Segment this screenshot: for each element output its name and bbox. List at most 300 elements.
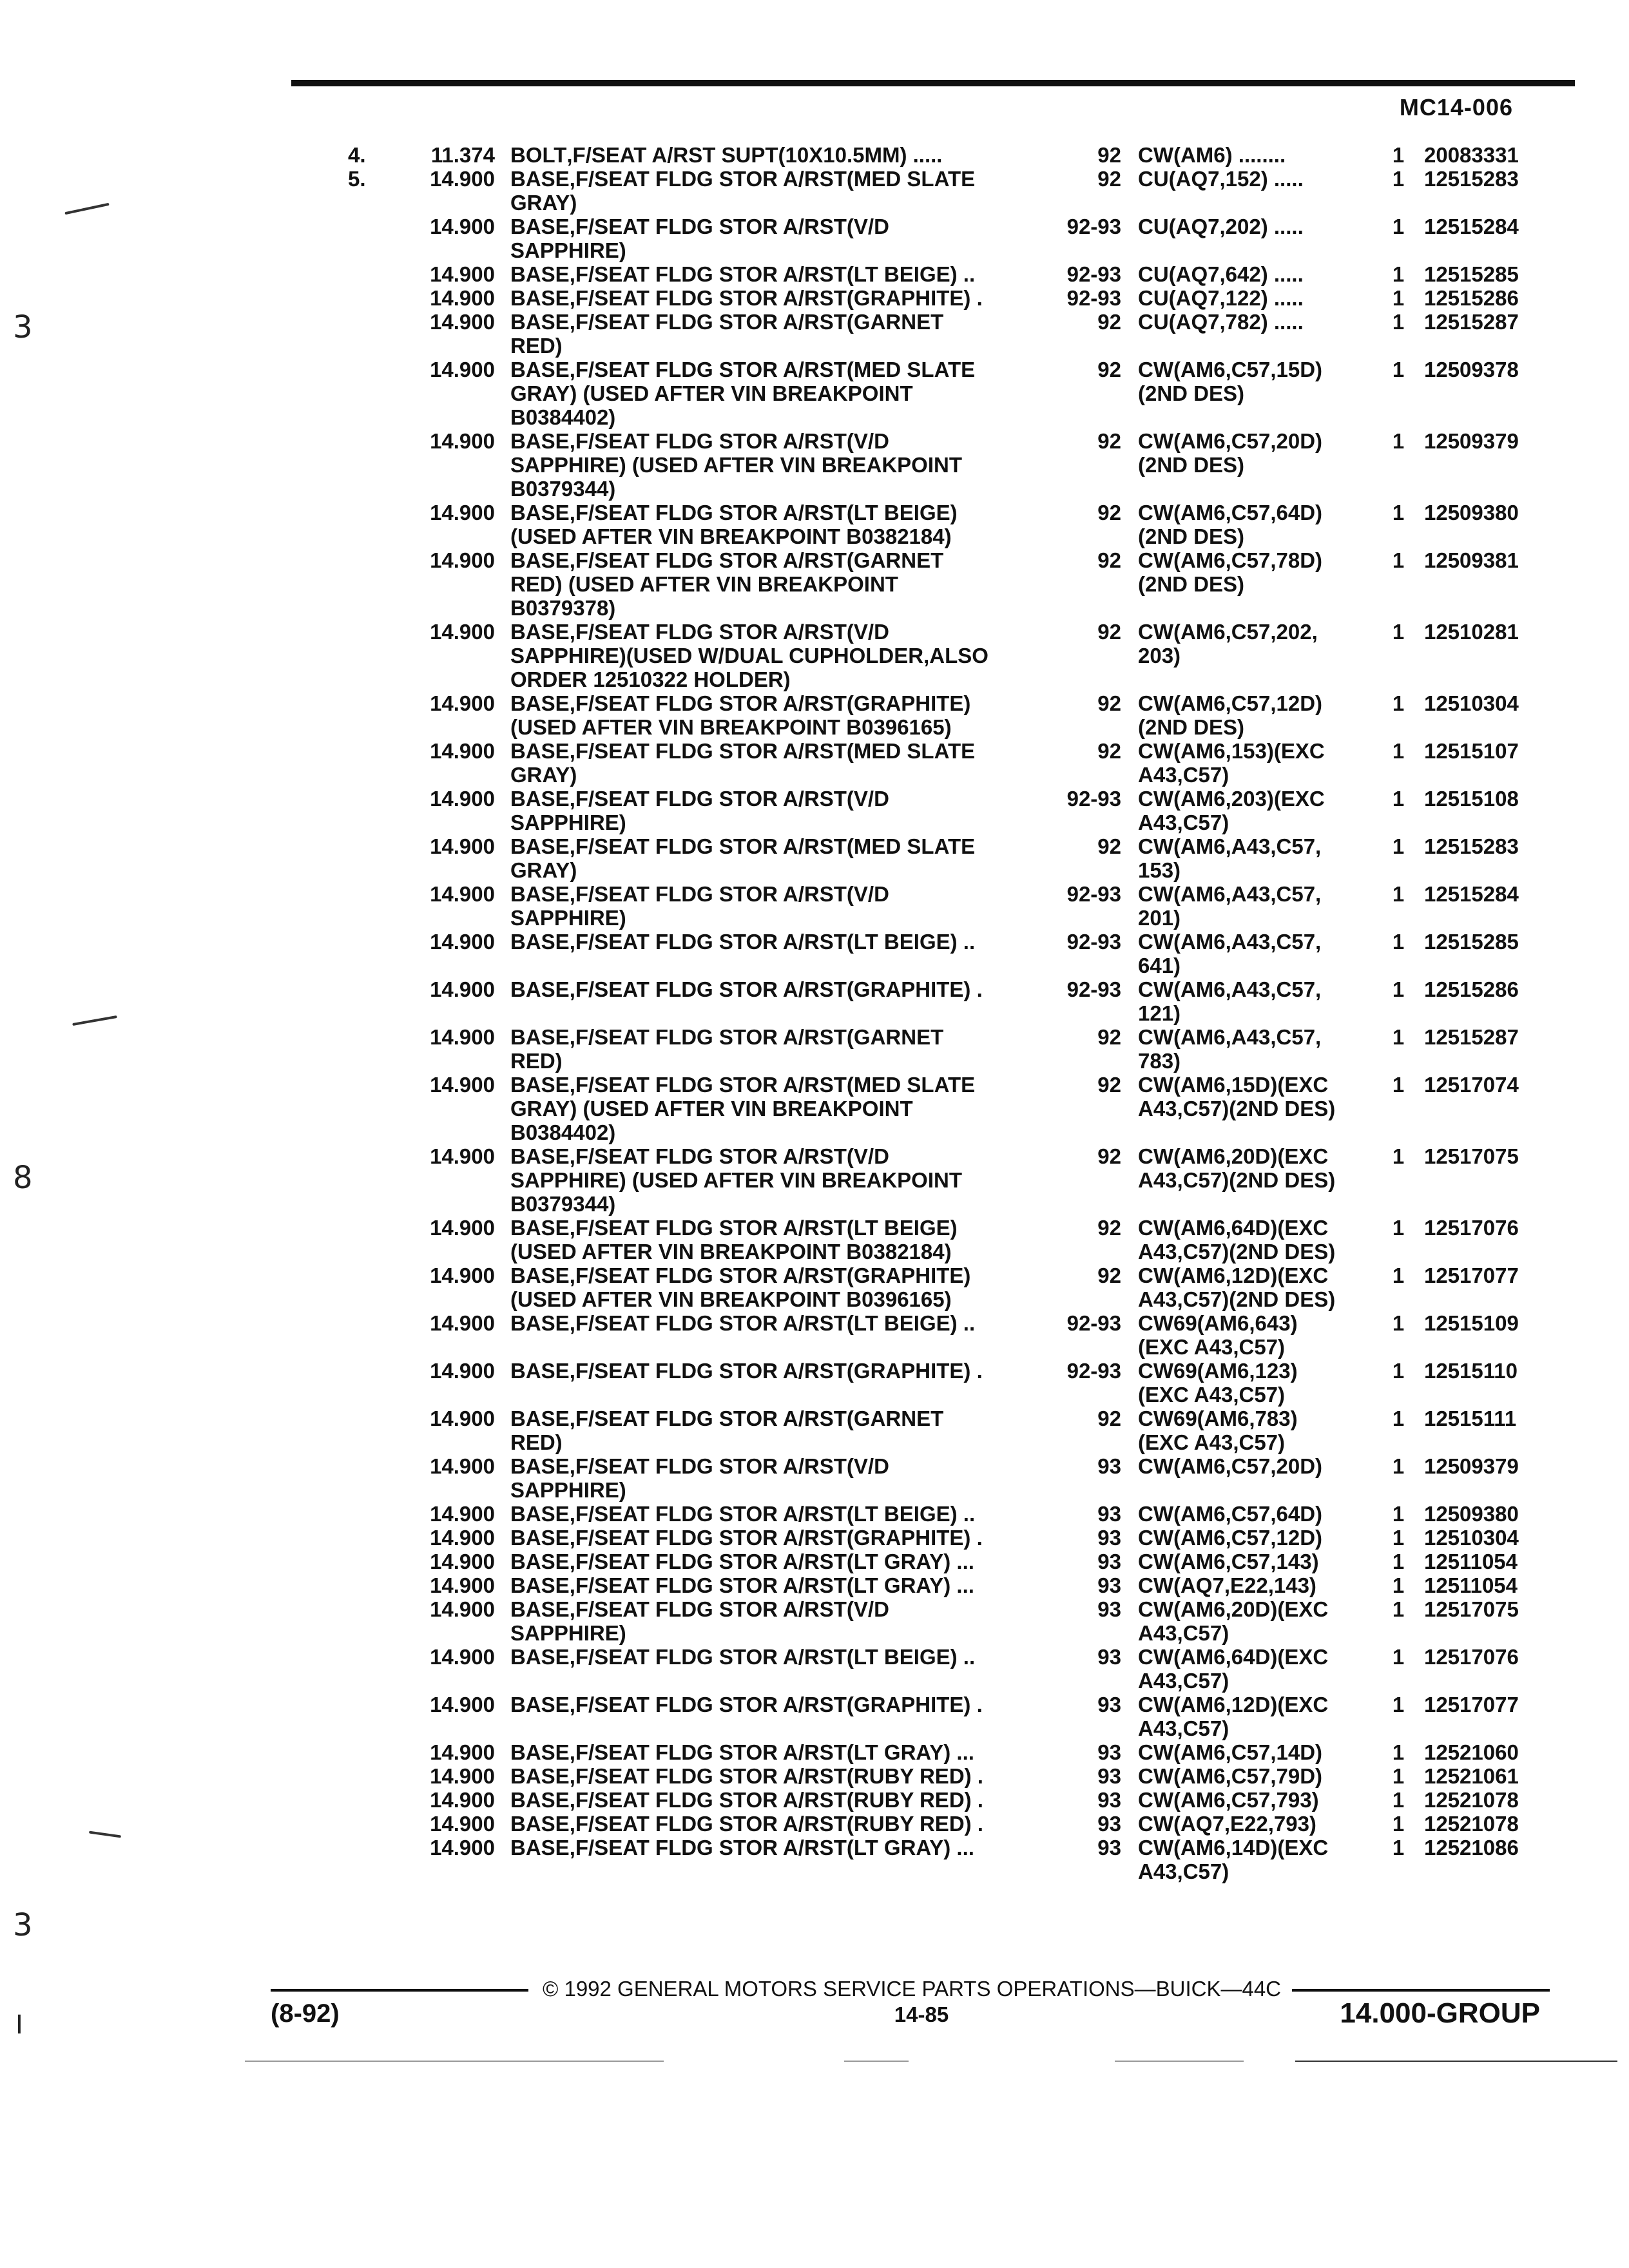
part-description-text: ,F/SEAT FLDG STOR A/RST(LT BEIGE) ..: [569, 930, 976, 954]
part-name: BASE: [510, 1740, 570, 1764]
parts-row: [0, 1740, 1629, 1764]
quantity: 1: [1392, 310, 1405, 334]
group-number: 14.900: [430, 834, 495, 858]
group-number: 14.900: [430, 286, 495, 310]
usage-code: [1138, 1573, 1383, 1597]
model-years: 92: [1097, 1144, 1121, 1168]
part-description-text: ,F/SEAT FLDG STOR A/RST(V/D: [569, 882, 889, 906]
group-number: 14.900: [430, 1645, 495, 1669]
part-name: BASE: [510, 1550, 570, 1573]
usage-line: CW(AM6,12D)(EXC: [1138, 1693, 1329, 1716]
part-number: 12521078: [1424, 1788, 1519, 1812]
usage-code: [1138, 143, 1383, 167]
description-continuation: B0379344): [510, 477, 616, 501]
part-description: [510, 787, 1026, 834]
usage-line: (2ND DES): [1138, 453, 1245, 477]
quantity: 1: [1392, 1693, 1405, 1716]
group-number: 14.900: [430, 1144, 495, 1168]
description-continuation: B0379344): [510, 1192, 616, 1216]
group-number: 14.900: [430, 1264, 495, 1287]
group-number: 14.900: [430, 1359, 495, 1383]
usage-code: [1138, 977, 1383, 1025]
part-description: [510, 739, 1026, 787]
part-description-text: ,F/SEAT FLDG STOR A/RST(GARNET: [569, 1025, 944, 1049]
usage-line: CW(AM6,203)(EXC: [1138, 787, 1325, 811]
description-continuation: SAPPHIRE): [510, 1478, 626, 1502]
part-description: [510, 834, 1026, 882]
model-years: 92: [1097, 1073, 1121, 1097]
part-name: BASE: [510, 1311, 570, 1335]
parts-row: [0, 1788, 1629, 1812]
description-continuation: SAPPHIRE): [510, 906, 626, 930]
usage-code: [1138, 930, 1383, 977]
parts-row: [0, 143, 1629, 167]
group-number: 14.900: [430, 1812, 495, 1836]
description-continuation: (USED AFTER VIN BREAKPOINT B0382184): [510, 524, 952, 548]
description-continuation: RED): [510, 1430, 563, 1454]
part-description: [510, 930, 1026, 954]
part-number: 12515284: [1424, 215, 1519, 238]
margin-mark: 3: [13, 1907, 33, 1943]
group-number: 14.900: [430, 1526, 495, 1550]
part-description-text: ,F/SEAT FLDG STOR A/RST(GRAPHITE): [569, 691, 971, 715]
part-description-text: ,F/SEAT FLDG STOR A/RST(LT BEIGE) ..: [569, 262, 976, 286]
parts-row: [0, 1550, 1629, 1573]
model-years: 92-93: [1066, 882, 1121, 906]
part-description: [510, 1573, 1026, 1597]
group-number: 14.900: [430, 882, 495, 906]
parts-row: [0, 1264, 1629, 1311]
usage-code: [1138, 1836, 1383, 1883]
part-description-text: ,F/SEAT FLDG STOR A/RST(LT BEIGE) ..: [569, 1645, 976, 1669]
part-description: [510, 1359, 1026, 1383]
description-continuation: SAPPHIRE): [510, 238, 626, 262]
model-years: 92: [1097, 429, 1121, 453]
part-name: BASE: [510, 501, 570, 524]
copyright-notice: © 1992 GENERAL MOTORS SERVICE PARTS OPERATIONS—BUICK—44C: [542, 1977, 1282, 2001]
usage-code: [1138, 1025, 1383, 1073]
model-years: 92: [1097, 691, 1121, 715]
usage-line: CW(AM6) ........: [1138, 143, 1286, 167]
part-name: BASE: [510, 1597, 570, 1621]
usage-line: A43,C57): [1138, 763, 1229, 787]
quantity: 1: [1392, 1526, 1405, 1550]
part-name: BASE: [510, 167, 570, 191]
part-description-text: ,F/SEAT FLDG STOR A/RST(RUBY RED) .: [569, 1764, 983, 1788]
part-description: [510, 262, 1026, 286]
part-description: [510, 501, 1026, 548]
part-name: BASE: [510, 1788, 570, 1812]
parts-row: [0, 882, 1629, 930]
scan-edge-line: [844, 2061, 909, 2062]
catalog-code: MC14-006: [1399, 94, 1513, 120]
description-continuation: (USED AFTER VIN BREAKPOINT B0396165): [510, 1287, 952, 1311]
usage-line: CU(AQ7,152) .....: [1138, 167, 1304, 191]
part-number: 12511054: [1424, 1573, 1518, 1597]
usage-line: 641): [1138, 954, 1181, 977]
part-description-text: ,F/SEAT FLDG STOR A/RST(V/D: [569, 1454, 889, 1478]
model-years: 93: [1097, 1502, 1121, 1526]
part-number: 20083331: [1424, 143, 1519, 167]
quantity: 1: [1392, 262, 1405, 286]
usage-line: A43,C57)(2ND DES): [1138, 1240, 1336, 1264]
part-name: BASE: [510, 977, 570, 1001]
parts-row: [0, 691, 1629, 739]
part-number: 12521060: [1424, 1740, 1519, 1764]
part-name: BASE: [510, 1216, 570, 1240]
part-name: BASE: [510, 1573, 570, 1597]
quantity: 1: [1392, 167, 1405, 191]
quantity: 1: [1392, 358, 1405, 381]
usage-line: (2ND DES): [1138, 572, 1245, 596]
quantity: 1: [1392, 1812, 1405, 1836]
usage-line: A43,C57)(2ND DES): [1138, 1097, 1336, 1120]
part-number: 12517076: [1424, 1645, 1519, 1669]
part-description-text: ,F/SEAT FLDG STOR A/RST(LT BEIGE) ..: [569, 1502, 976, 1526]
description-continuation: SAPPHIRE) (USED AFTER VIN BREAKPOINT: [510, 1168, 962, 1192]
description-continuation: RED): [510, 334, 563, 358]
usage-code: [1138, 167, 1383, 191]
part-description: [510, 1645, 1026, 1669]
usage-line: 203): [1138, 644, 1181, 668]
quantity: 1: [1392, 1502, 1405, 1526]
model-years: 92: [1097, 1025, 1121, 1049]
part-number: 12515285: [1424, 930, 1519, 954]
quantity: 1: [1392, 1073, 1405, 1097]
part-description: [510, 1144, 1026, 1216]
part-description: [510, 1693, 1026, 1716]
group-number: 14.900: [430, 620, 495, 644]
model-years: 92-93: [1066, 1311, 1121, 1335]
parts-row: [0, 1359, 1629, 1407]
parts-row: [0, 1216, 1629, 1264]
usage-line: CW(AM6,15D)(EXC: [1138, 1073, 1329, 1097]
model-years: 93: [1097, 1740, 1121, 1764]
part-name: BASE: [510, 1836, 570, 1860]
part-name: BASE: [510, 310, 570, 334]
usage-line: (EXC A43,C57): [1138, 1335, 1286, 1359]
margin-mark: 8: [13, 1160, 33, 1196]
quantity: 1: [1392, 1025, 1405, 1049]
usage-line: CW(AM6,A43,C57,: [1138, 882, 1322, 906]
usage-code: [1138, 262, 1383, 286]
model-years: 92: [1097, 620, 1121, 644]
part-number: 12521078: [1424, 1812, 1519, 1836]
usage-line: CW(AM6,A43,C57,: [1138, 977, 1322, 1001]
quantity: 1: [1392, 834, 1405, 858]
description-continuation: GRAY): [510, 191, 577, 215]
part-name: BASE: [510, 1025, 570, 1049]
margin-mark: 3: [13, 309, 33, 345]
group-number: 14.900: [430, 977, 495, 1001]
model-years: 92: [1097, 501, 1121, 524]
usage-code: [1138, 501, 1383, 548]
parts-row: [0, 620, 1629, 691]
description-continuation: SAPPHIRE) (USED AFTER VIN BREAKPOINT: [510, 453, 962, 477]
part-description-text: ,F/SEAT FLDG STOR A/RST(MED SLATE: [569, 739, 976, 763]
description-continuation: SAPPHIRE): [510, 811, 626, 834]
part-name: BASE: [510, 262, 570, 286]
usage-line: 201): [1138, 906, 1181, 930]
usage-code: [1138, 1073, 1383, 1120]
description-continuation: RED): [510, 1049, 563, 1073]
part-description: [510, 1264, 1026, 1311]
part-name: BASE: [510, 739, 570, 763]
model-years: 92-93: [1066, 215, 1121, 238]
part-number: 12510304: [1424, 1526, 1519, 1550]
group-number: 14.900: [430, 787, 495, 811]
quantity: 1: [1392, 1836, 1405, 1860]
usage-line: CW(AM6,20D)(EXC: [1138, 1597, 1329, 1621]
group-number: 14.900: [430, 1454, 495, 1478]
quantity: 1: [1392, 787, 1405, 811]
model-years: 92: [1097, 143, 1121, 167]
usage-code: [1138, 1407, 1383, 1454]
part-description: [510, 1836, 1026, 1860]
part-description: [510, 286, 1026, 310]
usage-code: [1138, 1502, 1383, 1526]
model-years: 93: [1097, 1812, 1121, 1836]
usage-code: [1138, 548, 1383, 596]
usage-line: CW(AM6,C57,14D): [1138, 1740, 1323, 1764]
header-rule: [291, 80, 1575, 86]
usage-line: CW(AM6,C57,12D): [1138, 1526, 1323, 1550]
part-description: [510, 143, 1026, 167]
part-number: 12509378: [1424, 358, 1519, 381]
usage-code: [1138, 1645, 1383, 1693]
part-description: [510, 882, 1026, 930]
group-number: 14.900: [430, 739, 495, 763]
usage-code: [1138, 1597, 1383, 1645]
footer-rule-right: [1292, 1989, 1550, 1992]
model-years: 92: [1097, 1264, 1121, 1287]
usage-code: [1138, 215, 1383, 238]
part-name: BASE: [510, 1454, 570, 1478]
usage-code: [1138, 1740, 1383, 1764]
model-years: 93: [1097, 1764, 1121, 1788]
part-description: [510, 691, 1026, 739]
parts-row: [0, 310, 1629, 358]
parts-row: [0, 1073, 1629, 1144]
usage-line: CU(AQ7,122) .....: [1138, 286, 1304, 310]
part-description-text: ,F/SEAT FLDG STOR A/RST(GRAPHITE) .: [569, 1359, 983, 1383]
group-number: 14.900: [430, 1311, 495, 1335]
model-years: 92: [1097, 167, 1121, 191]
part-description-text: ,F/SEAT A/RST SUPT(10X10.5MM) .....: [566, 143, 943, 167]
part-number: 12521086: [1424, 1836, 1519, 1860]
group-number: 14.900: [430, 1693, 495, 1716]
usage-line: 121): [1138, 1001, 1181, 1025]
description-continuation: SAPPHIRE): [510, 1621, 626, 1645]
model-years: 92-93: [1066, 1359, 1121, 1383]
parts-row: [0, 1597, 1629, 1645]
group-number: 14.900: [430, 1836, 495, 1860]
usage-line: CW(AM6,C57,143): [1138, 1550, 1319, 1573]
description-continuation: (USED AFTER VIN BREAKPOINT B0396165): [510, 715, 952, 739]
part-number: 12515284: [1424, 882, 1519, 906]
part-number: 12517077: [1424, 1264, 1519, 1287]
part-description-text: ,F/SEAT FLDG STOR A/RST(LT BEIGE): [569, 501, 958, 524]
usage-code: [1138, 787, 1383, 834]
group-number: 14.900: [430, 429, 495, 453]
part-number: 12521061: [1424, 1764, 1519, 1788]
usage-code: [1138, 286, 1383, 310]
part-description-text: ,F/SEAT FLDG STOR A/RST(GARNET: [569, 1407, 944, 1430]
group-number: 14.900: [430, 310, 495, 334]
usage-line: CW(AM6,C57,15D): [1138, 358, 1323, 381]
model-years: 92: [1097, 548, 1121, 572]
part-description-text: ,F/SEAT FLDG STOR A/RST(V/D: [569, 429, 889, 453]
usage-line: (2ND DES): [1138, 381, 1245, 405]
part-description-text: ,F/SEAT FLDG STOR A/RST(MED SLATE: [569, 167, 976, 191]
quantity: 1: [1392, 620, 1405, 644]
part-name: BASE: [510, 1812, 570, 1836]
part-number: 12517074: [1424, 1073, 1519, 1097]
part-description: [510, 167, 1026, 215]
parts-row: [0, 1144, 1629, 1216]
description-continuation: B0379378): [510, 596, 616, 620]
usage-line: CW69(AM6,123): [1138, 1359, 1298, 1383]
model-years: 92-93: [1066, 787, 1121, 811]
usage-line: CW(AM6,C57,79D): [1138, 1764, 1323, 1788]
parts-row: [0, 1836, 1629, 1883]
group-number: 14.900: [430, 1764, 495, 1788]
page-number: 14-85: [894, 2003, 949, 2026]
usage-line: A43,C57): [1138, 1860, 1229, 1883]
group-number: 14.900: [430, 262, 495, 286]
description-continuation: GRAY) (USED AFTER VIN BREAKPOINT: [510, 1097, 913, 1120]
part-description-text: ,F/SEAT FLDG STOR A/RST(RUBY RED) .: [569, 1812, 983, 1836]
part-description-text: ,F/SEAT FLDG STOR A/RST(GRAPHITE) .: [569, 977, 983, 1001]
group-number: 14.900: [430, 1025, 495, 1049]
part-number: 12510281: [1424, 620, 1519, 644]
part-number: 12509380: [1424, 501, 1519, 524]
group-number: 14.900: [430, 1573, 495, 1597]
parts-row: [0, 501, 1629, 548]
usage-line: CW69(AM6,783): [1138, 1407, 1298, 1430]
part-description: [510, 1025, 1026, 1073]
part-number: 12515109: [1424, 1311, 1519, 1335]
part-number: 12515287: [1424, 1025, 1519, 1049]
quantity: 1: [1392, 1359, 1405, 1383]
margin-mark: I: [15, 2010, 23, 2040]
usage-code: [1138, 429, 1383, 477]
parts-row: [0, 1573, 1629, 1597]
parts-row: [0, 1812, 1629, 1836]
usage-line: A43,C57)(2ND DES): [1138, 1168, 1336, 1192]
usage-line: CU(AQ7,202) .....: [1138, 215, 1304, 238]
part-description-text: ,F/SEAT FLDG STOR A/RST(GRAPHITE) .: [569, 1526, 983, 1550]
group-number: 14.900: [430, 1788, 495, 1812]
part-name: BOLT: [510, 143, 567, 167]
part-number: 12510304: [1424, 691, 1519, 715]
group-number: 14.900: [430, 1407, 495, 1430]
usage-line: CU(AQ7,642) .....: [1138, 262, 1304, 286]
usage-line: CW(AM6,C57,202,: [1138, 620, 1318, 644]
part-name: BASE: [510, 1144, 570, 1168]
part-name: BASE: [510, 1407, 570, 1430]
part-name: BASE: [510, 215, 570, 238]
footer-rule-left: [271, 1989, 528, 1992]
part-description-text: ,F/SEAT FLDG STOR A/RST(LT BEIGE): [569, 1216, 958, 1240]
parts-row: [0, 429, 1629, 501]
usage-line: (EXC A43,C57): [1138, 1383, 1286, 1407]
quantity: 1: [1392, 548, 1405, 572]
part-description-text: ,F/SEAT FLDG STOR A/RST(V/D: [569, 1144, 889, 1168]
description-continuation: RED) (USED AFTER VIN BREAKPOINT: [510, 572, 898, 596]
part-name: BASE: [510, 1764, 570, 1788]
model-years: 92: [1097, 358, 1121, 381]
model-years: 92-93: [1066, 977, 1121, 1001]
quantity: 1: [1392, 1573, 1405, 1597]
quantity: 1: [1392, 1788, 1405, 1812]
part-description: [510, 358, 1026, 429]
usage-line: CW(AM6,C57,64D): [1138, 501, 1323, 524]
description-continuation: B0384402): [510, 405, 616, 429]
model-years: 92-93: [1066, 286, 1121, 310]
part-description: [510, 1526, 1026, 1550]
description-continuation: GRAY): [510, 858, 577, 882]
part-description-text: ,F/SEAT FLDG STOR A/RST(GRAPHITE) .: [569, 286, 983, 310]
parts-row: [0, 1407, 1629, 1454]
model-years: 92: [1097, 1216, 1121, 1240]
group-number: 14.900: [430, 930, 495, 954]
usage-line: A43,C57): [1138, 811, 1229, 834]
group-number: 14.900: [430, 215, 495, 238]
usage-code: [1138, 1144, 1383, 1192]
usage-line: A43,C57): [1138, 1669, 1229, 1693]
group-number: 14.900: [430, 167, 495, 191]
quantity: 1: [1392, 882, 1405, 906]
usage-line: CW(AM6,153)(EXC: [1138, 739, 1325, 763]
part-name: BASE: [510, 1526, 570, 1550]
usage-line: 783): [1138, 1049, 1181, 1073]
usage-line: CW(AM6,C57,78D): [1138, 548, 1323, 572]
usage-line: CU(AQ7,782) .....: [1138, 310, 1304, 334]
parts-row: [0, 262, 1629, 286]
part-name: BASE: [510, 1073, 570, 1097]
part-name: BASE: [510, 358, 570, 381]
part-number: 12515107: [1424, 739, 1519, 763]
parts-row: [0, 1025, 1629, 1073]
part-description-text: ,F/SEAT FLDG STOR A/RST(MED SLATE: [569, 358, 976, 381]
part-description: [510, 548, 1026, 620]
usage-code: [1138, 834, 1383, 882]
model-years: 93: [1097, 1788, 1121, 1812]
quantity: 1: [1392, 1597, 1405, 1621]
usage-code: [1138, 620, 1383, 668]
usage-code: [1138, 1311, 1383, 1359]
usage-line: CW(AM6,64D)(EXC: [1138, 1645, 1329, 1669]
part-description: [510, 310, 1026, 358]
parts-row: [0, 834, 1629, 882]
part-description: [510, 1550, 1026, 1573]
usage-line: CW(AM6,C57,793): [1138, 1788, 1319, 1812]
parts-row: [0, 787, 1629, 834]
description-continuation: (USED AFTER VIN BREAKPOINT B0382184): [510, 1240, 952, 1264]
model-years: 92: [1097, 310, 1121, 334]
part-name: BASE: [510, 834, 570, 858]
usage-line: CW(AM6,64D)(EXC: [1138, 1216, 1329, 1240]
part-name: BASE: [510, 930, 570, 954]
usage-line: CW(AM6,C57,64D): [1138, 1502, 1323, 1526]
model-years: 93: [1097, 1526, 1121, 1550]
parts-row: [0, 1764, 1629, 1788]
parts-row: [0, 167, 1629, 215]
part-description-text: ,F/SEAT FLDG STOR A/RST(MED SLATE: [569, 1073, 976, 1097]
description-continuation: SAPPHIRE)(USED W/DUAL CUPHOLDER,ALSO: [510, 644, 988, 668]
part-name: BASE: [510, 1502, 570, 1526]
